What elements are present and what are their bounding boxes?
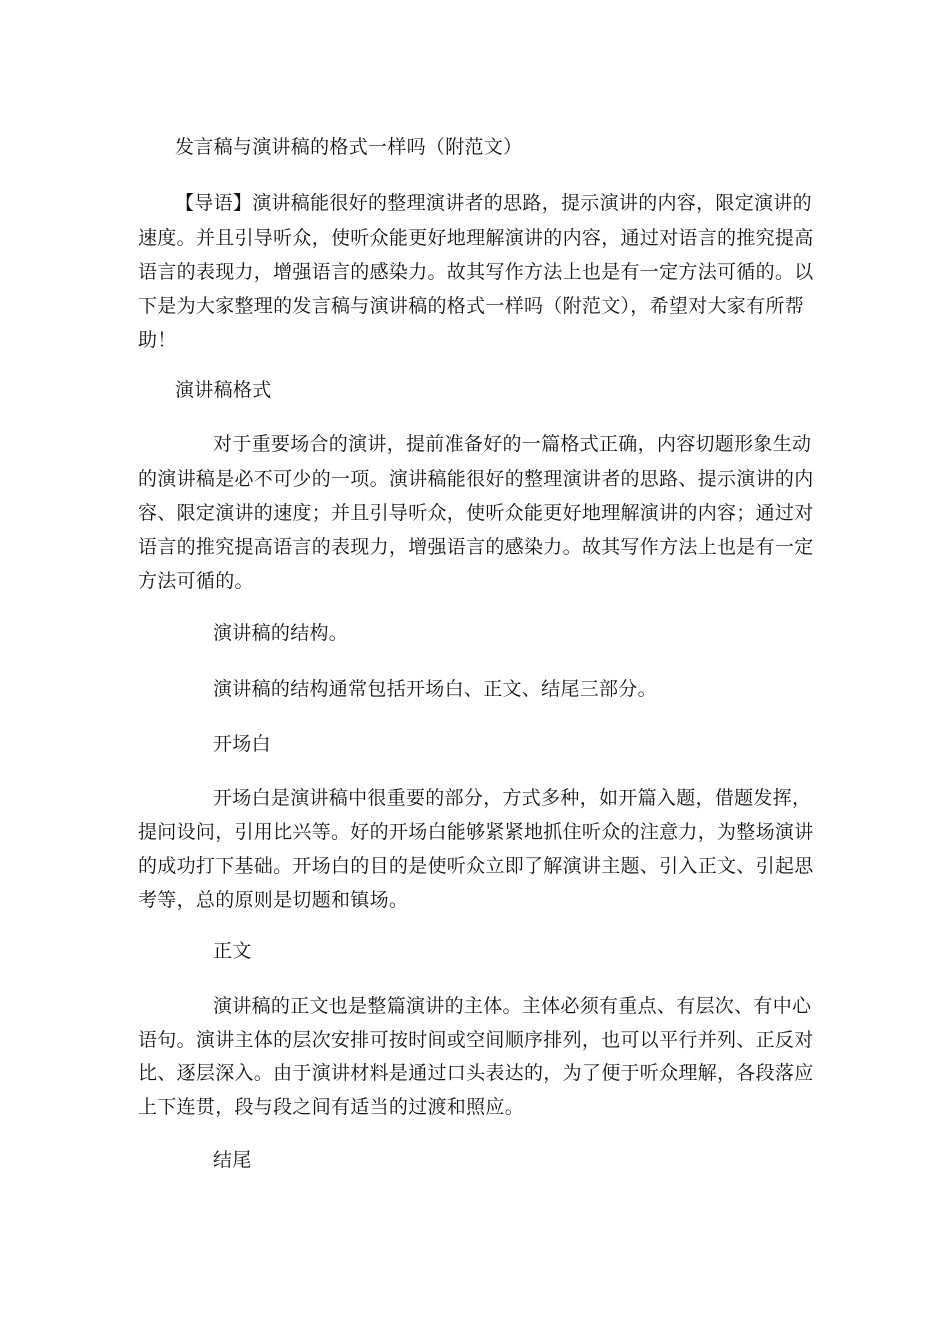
intro-line: 下是为大家整理的发言稿与演讲稿的格式一样吗（附范文），希望对大家有所帮 xyxy=(138,295,805,317)
paragraph-line: 演讲稿的正文也是整篇演讲的主体。主体必须有重点、有层次、有中心 xyxy=(213,995,812,1017)
paragraph-line: 语句。演讲主体的层次安排可按时间或空间顺序排列，也可以平行并列、正反对 xyxy=(138,1029,814,1051)
structure-heading: 演讲稿的结构。 xyxy=(213,622,349,644)
paragraph-line: 提问设问，引用比兴等。好的开场白能够紧紧地抓住听众的注意力，为整场演讲 xyxy=(138,821,814,843)
ending-heading: 结尾 xyxy=(213,1149,252,1171)
paragraph-line: 对于重要场合的演讲，提前准备好的一篇格式正确，内容切题形象生动 xyxy=(213,433,812,455)
paragraph-line: 的演讲稿是必不可少的一项。演讲稿能很好的整理演讲者的思路、提示演讲的内 xyxy=(138,468,814,490)
opening-heading: 开场白 xyxy=(213,733,271,755)
intro-line: 【导语】演讲稿能很好的整理演讲者的思路，提示演讲的内容，限定演讲的 xyxy=(175,192,812,214)
paragraph-line: 容、限定演讲的速度；并且引导听众，使听众能更好地理解演讲的内容；通过对 xyxy=(138,502,814,524)
paragraph-line: 开场白是演讲稿中很重要的部分，方式多种，如开篇入题，借题发挥， xyxy=(213,787,812,809)
paragraph-line: 的成功打下基础。开场白的目的是使听众立即了解演讲主题、引入正文、引起思 xyxy=(138,855,814,877)
paragraph-line: 方法可循的。 xyxy=(138,570,254,592)
intro-line: 速度。并且引导听众，使听众能更好地理解演讲的内容，通过对语言的推究提高 xyxy=(138,227,814,249)
intro-line: 语言的表现力，增强语言的感染力。故其写作方法上也是有一定方法可循的。以 xyxy=(138,261,814,283)
paragraph-line: 考等，总的原则是切题和镇场。 xyxy=(138,889,409,911)
structure-text: 演讲稿的结构通常包括开场白、正文、结尾三部分。 xyxy=(213,678,657,700)
body-heading: 正文 xyxy=(213,940,252,962)
intro-line: 助！ xyxy=(138,329,177,351)
document-title: 发言稿与演讲稿的格式一样吗（附范文） xyxy=(175,136,523,158)
paragraph-line: 语言的推究提高语言的表现力，增强语言的感染力。故其写作方法上也是有一定 xyxy=(138,536,814,558)
section-heading: 演讲稿格式 xyxy=(175,379,272,401)
paragraph-line: 上下连贯，段与段之间有适当的过渡和照应。 xyxy=(138,1096,525,1118)
paragraph-line: 比、逐层深入。由于演讲材料是通过口头表达的，为了便于听众理解，各段落应 xyxy=(138,1062,814,1084)
